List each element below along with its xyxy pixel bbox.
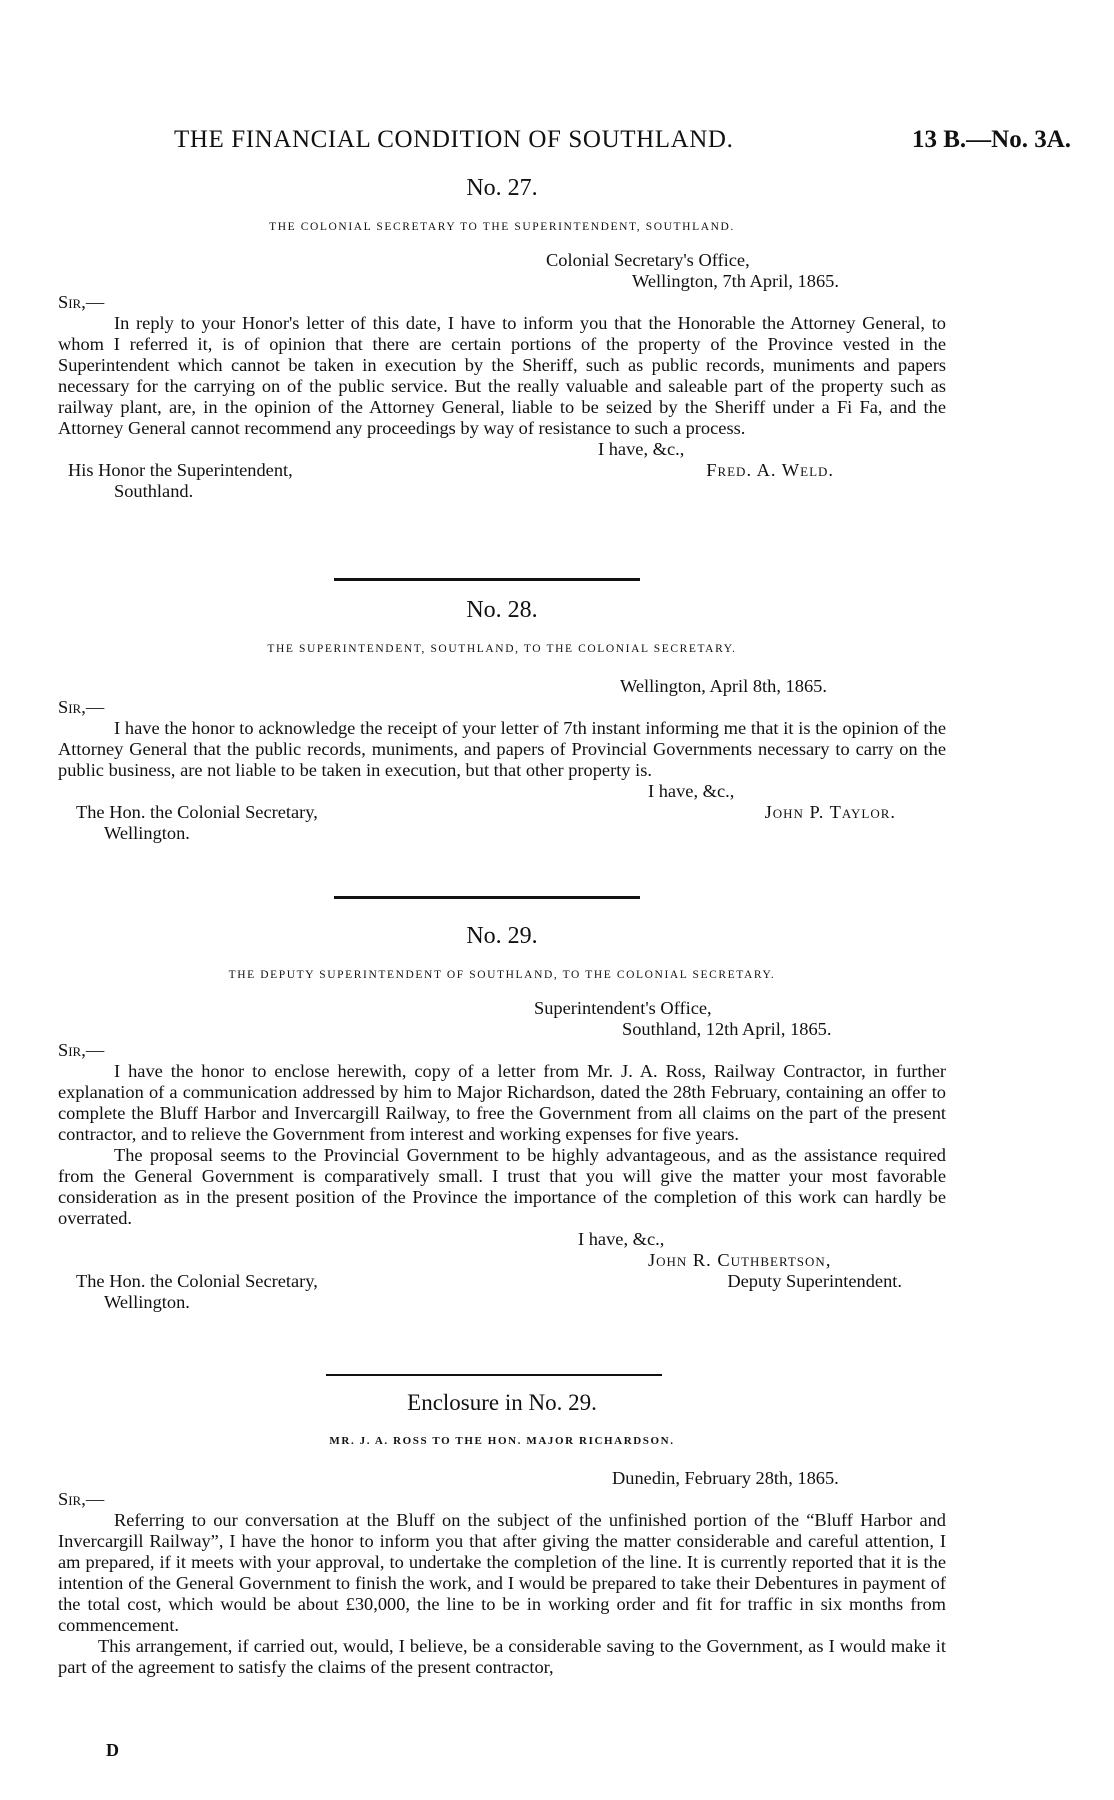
letter-heading: THE COLONIAL SECRETARY TO THE SUPERINTENDENT, SOUTHLAND.: [269, 221, 735, 233]
page-reference: 13 B.—No. 3A.: [912, 126, 1072, 153]
letter-number: No. 28.: [466, 597, 538, 623]
address-line: Southland, 12th April, 1865.: [622, 1019, 832, 1039]
page-header: [0, 126, 1114, 158]
salutation: Sir,—: [58, 1489, 105, 1509]
letter-address: [58, 998, 946, 1040]
paragraph: The proposal seems to the Provincial Government to be highly advantageous, and as the assistance required from the General Government is comparatively small. I trust that you will give the matter your most favorable consideration as in the present position of the Province the importance of the completion of this work can hardly be overrated.: [58, 1145, 946, 1228]
paragraph: In reply to your Honor's letter of this date, I have to inform you that the Honorable the Attorney General, to whom I referred it, is of opinion that there are certain portions of the property of the Province vested in the Superintendent which cannot be taken in execution by the Sheriff, such as public records, muniments and papers necessary for the carrying on of the public service. But the really valuable and saleable part of the property such as railway plant, are, in the opinion of the Attorney General, liable to be seized by the Sheriff under a Fi Fa, and the Attorney General cannot recommend any proceedings by way of resistance to such a process.: [58, 313, 946, 438]
signature: John P. Taylor.: [764, 802, 896, 822]
section-divider: [334, 896, 640, 899]
letter-number: No. 29.: [466, 923, 538, 949]
section-divider: [326, 1374, 662, 1376]
signature: John R. Cuthbertson,: [648, 1250, 832, 1270]
salutation: Sir,—: [58, 1040, 105, 1060]
letter-address: [58, 676, 946, 697]
letter-number: No. 27.: [466, 175, 538, 201]
recipient-line: Southland.: [114, 481, 194, 501]
letter-28: [58, 597, 946, 844]
salutation: Sir,—: [58, 292, 105, 312]
signature-title: Deputy Superintendent.: [727, 1271, 902, 1291]
paragraph: Referring to our conversation at the Bluff on the subject of the unfinished portion of the “Bluff Harbor and Invercargill Railway”, I have the honor to inform you that after giving the matter considerable and careful attention, I am prepared, if it meets with your approval, to undertake the completion of the line. It is currently reported that it is the intention of the General Government to finish the work, and I would be prepared to take their Debentures in payment of the total cost, which would be about £30,000, the line to be in working order and fit for traffic in six months from commencement.: [58, 1510, 946, 1635]
letter-heading: THE DEPUTY SUPERINTENDENT OF SOUTHLAND, TO THE COLONIAL SECRETARY.: [228, 969, 776, 981]
signature-mark: D: [106, 1740, 119, 1760]
paragraph: I have the honor to enclose herewith, copy of a letter from Mr. J. A. Ross, Railway Contractor, in further explanation of a communication addressed by him to Major Richardson, dated the 28th February, containing an offer to complete the Bluff Harbor and Invercargill Railway, to free the Government from all claims on the part of the present contractor, and to relieve the Government from interest and working expenses for five years.: [58, 1061, 946, 1144]
letter-address: [58, 250, 946, 292]
signoff: [58, 460, 946, 502]
recipient-line: Wellington.: [104, 1292, 190, 1312]
paragraph: I have the honor to acknowledge the receipt of your letter of 7th instant informing me that it is the opinion of the Attorney General that the public records, muniments, and papers of Provincial Governments necessary to carry on the public business, are not liable to be taken in execution, but that other property is.: [58, 718, 946, 780]
running-title: THE FINANCIAL CONDITION OF SOUTHLAND.: [174, 126, 734, 153]
address-line: Wellington, 7th April, 1865.: [632, 271, 839, 291]
address-line: Wellington, April 8th, 1865.: [620, 676, 827, 696]
closing: I have, &c.,: [648, 781, 735, 801]
letter-heading: MR. J. A. ROSS TO THE HON. MAJOR RICHARDSON.: [329, 1435, 675, 1447]
signoff: [58, 802, 946, 844]
letter-heading: THE SUPERINTENDENT, SOUTHLAND, TO THE COLONIAL SECRETARY.: [267, 643, 737, 655]
recipient-line: The Hon. the Colonial Secretary,: [76, 802, 318, 822]
address-line: Colonial Secretary's Office,: [546, 250, 750, 270]
letter-address: [58, 1468, 946, 1489]
section-divider: [334, 578, 640, 581]
address-line: Dunedin, February 28th, 1865.: [612, 1468, 839, 1488]
recipient-line: The Hon. the Colonial Secretary,: [76, 1271, 318, 1291]
closing: I have, &c.,: [598, 439, 685, 459]
enclosure-title: Enclosure in No. 29.: [407, 1390, 597, 1415]
address-line: Superintendent's Office,: [534, 998, 712, 1018]
enclosure-29: [58, 1392, 946, 1678]
signoff: [58, 1271, 946, 1313]
recipient-line: Wellington.: [104, 823, 190, 843]
letter-27: [58, 175, 946, 502]
closing: I have, &c.,: [578, 1229, 665, 1249]
signature: Fred. A. Weld.: [706, 460, 834, 480]
recipient-line: His Honor the Superintendent,: [68, 460, 293, 480]
salutation: Sir,—: [58, 697, 105, 717]
letter-29: [58, 923, 946, 1313]
paragraph: This arrangement, if carried out, would, I believe, be a considerable saving to the Government, as I would make it part of the agreement to satisfy the claims of the present contractor,: [58, 1636, 946, 1677]
